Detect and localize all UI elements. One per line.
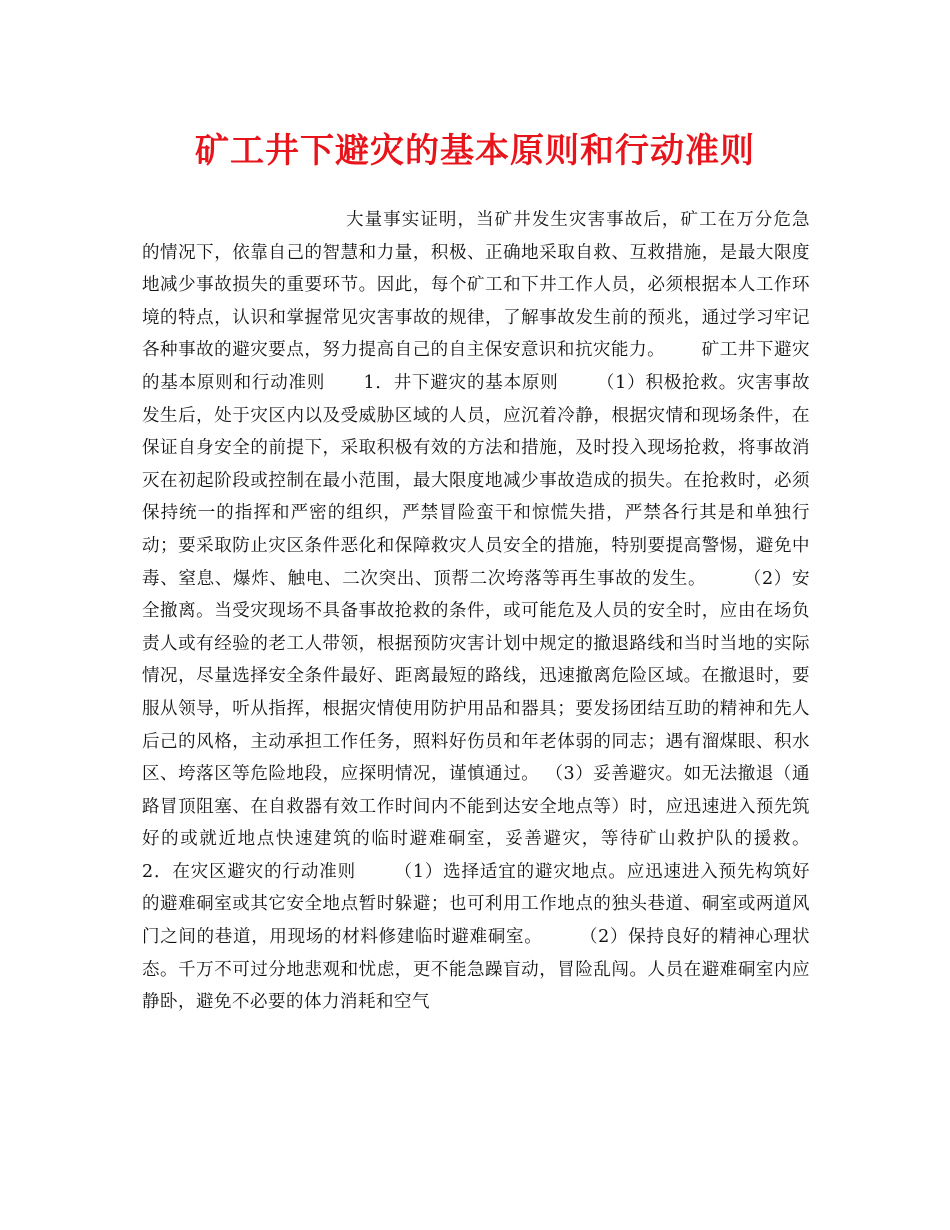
document-title: 矿工井下避灾的基本原则和行动准则 xyxy=(195,131,755,171)
document-body: 大量事实证明，当矿井发生灾害事故后，矿工在万分危急的情况下，依靠自己的智慧和力量，积极、正确地采取自救、互救措施，是最大限度地减少事故损失的重要环节。因此，每个矿工和下井工作人员，必须根据本人工作环境的特点，认识和掌握常见灾害事故的规律，了解事故发生前的预兆，通过学习牢记各种事故的避灾要点，努力提高自己的自主保安意识和抗灾能力。 矿工井下避灾的基本原则和行动准则 1．井下避灾的基本原则 （1）积极抢救。灾害事故发生后，处于灾区内以及受威胁区域的人员，应沉着冷静，根据灾情和现场条件，在保证自身安全的前提下，采取积极有效的方法和措施，及时投入现场抢救，将事故消灭在初起阶段或控制在最小范围，最大限度地减少事故造成的损失。在抢救时，必须保持统一的指挥和严密的组织，严禁冒险蛮干和惊慌失措，严禁各行其是和单独行动；要采取防止灾区条件恶化和保障救灾人员安全的措施，特别要提高警惕，避免中毒、窒息、爆炸、触电、二次突出、顶帮二次垮落等再生事故的发生。 （2）安全撤离。当受灾现场不具备事故抢救的条件，或可能危及人员的安全时，应由在场负责人或有经验的老工人带领，根据预防灾害计划中规定的撤退路线和当时当地的实际情况，尽量选择安全条件最好、距离最短的路线，迅速撤离危险区域。在撤退时，要服从领导，听从指挥，根据灾情使用防护用品和器具；要发扬团结互助的精神和先人后己的风格，主动承担工作任务，照料好伤员和年老体弱的同志；遇有溜煤眼、积水区、垮落区等危险地段，应探明情况，谨慎通过。 （3）妥善避灾。如无法撤退（通路冒顶阻塞、在自救器有效工作时间内不能到达安全地点等）时，应迅速进入预先筑好的或就近地点快速建筑的临时避难硐室，妥善避灾，等待矿山救护队的援救。 2．在灾区避灾的行动准则 （1）选择适宜的避灾地点。应迅速进入预先构筑好的避难硐室或其它安全地点暂时躲避；也可利用工作地点的独头巷道、硐室或两道风门之间的巷道，用现场的材料修建临时避难硐室。 （2）保持良好的精神心理状态。千万不可过分地悲观和忧虑，更不能急躁盲动，冒险乱闯。人员在避难硐室内应静卧，避免不必要的体力消耗和空气 xyxy=(142,210,847,1013)
